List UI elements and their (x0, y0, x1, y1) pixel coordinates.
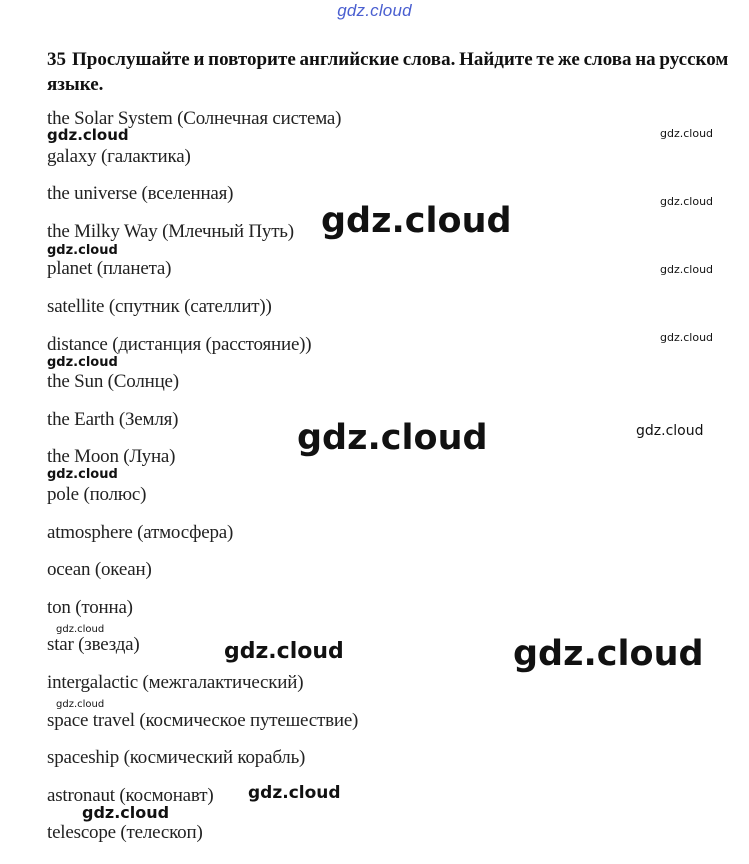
vocab-item: atmosphere (атмосфера) (47, 521, 234, 543)
watermark: gdz.cloud (224, 639, 344, 664)
vocab-item: pole (полюс) (47, 483, 147, 505)
vocab-item: satellite (спутник (сателлит)) (47, 295, 272, 317)
watermark: gdz.cloud (56, 624, 105, 635)
vocab-item: planet (планета) (47, 258, 172, 280)
watermark: gdz.cloud (660, 127, 714, 140)
vocab-item: the Milky Way (Млечный Путь) (47, 220, 294, 242)
vocab-item: distance (дистанция (расстояние)) (47, 333, 312, 355)
watermark: gdz.cloud (660, 263, 714, 276)
header-watermark: gdz.cloud (337, 1, 412, 20)
vocab-item: the universe (вселенная) (47, 183, 234, 205)
watermark: gdz.cloud (660, 331, 714, 344)
watermark: gdz.cloud (248, 783, 341, 803)
vocab-item: galaxy (галактика) (47, 145, 191, 167)
task-instruction: Прослушайте и повторите английские слова. Найдите те же слова на русском языке. (47, 49, 729, 95)
watermark: gdz.cloud (321, 201, 512, 241)
vocab-item: the Moon (Луна) (47, 446, 176, 468)
vocab-item: the Sun (Солнце) (47, 371, 179, 393)
vocab-item: ocean (океан) (47, 559, 152, 581)
vocab-item: telescope (телескоп) (47, 822, 203, 844)
vocab-item: spaceship (космический корабль) (47, 747, 306, 769)
vocab-item: intergalactic (межгалактический) (47, 671, 304, 693)
task-number: 35 (47, 49, 66, 70)
watermark: gdz.cloud (47, 467, 118, 482)
vocab-item: the Solar System (Солнечная система) (47, 108, 342, 129)
watermark: gdz.cloud (513, 634, 704, 674)
watermark: gdz.cloud (636, 423, 704, 439)
watermark: gdz.cloud (47, 126, 129, 144)
watermark: gdz.cloud (297, 418, 488, 458)
task-heading (47, 47, 737, 97)
watermark: gdz.cloud (56, 699, 105, 710)
vocab-item: astronaut (космонавт) (47, 784, 214, 806)
watermark: gdz.cloud (47, 243, 118, 258)
watermark: gdz.cloud (82, 803, 170, 822)
watermark: gdz.cloud (660, 195, 714, 208)
vocab-item: ton (тонна) (47, 596, 133, 618)
vocab-item: space travel (космическое путешествие) (47, 709, 359, 731)
watermark: gdz.cloud (47, 355, 118, 370)
vocab-item: the Earth (Земля) (47, 408, 179, 430)
vocab-item: star (звезда) (47, 634, 140, 656)
